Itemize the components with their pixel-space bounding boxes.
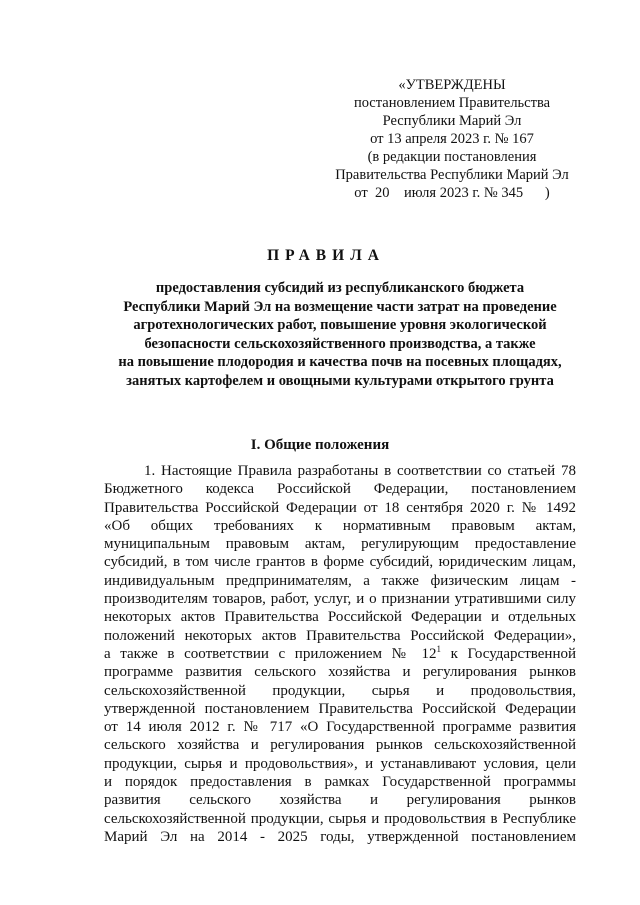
paragraph-line: положений некоторых актов Правительства Российской Федерации», [104,627,576,644]
approval-line: Республики Марий Эл [382,113,522,129]
paragraph-line: индивидуальным предпринимателям, а также физическим лицам - [104,572,576,589]
paragraph-line: субсидий, в том числе грантов в форме субсидий, юридическим лицам, [104,554,576,571]
paragraph-line: сельского хозяйства и регулирования рынков сельскохозяйственной [104,737,576,754]
approval-line: «УТВЕРЖДЕНЫ [398,77,506,93]
approval-stamp [322,76,582,202]
approval-line: Правительства Республики Марий Эл [335,167,569,183]
paragraph-line: утвержденной постановлением Правительства Российской Федерации [104,700,576,717]
paragraph-line: сельскохозяйственной продукции, сырья и продовольствия, [104,682,576,699]
section-heading: I. Общие положения [250,437,390,453]
paragraph-1 [104,462,576,846]
paragraph-line: «Об общих требованиях к нормативным правовым актам, [104,517,576,534]
paragraph-line-start: а также в соответствии с приложением № 12 [104,645,437,662]
paragraph-line: некоторых актов Правительства Российской Федерации и отдельных [104,609,576,626]
footnote-marker: 1 [436,643,441,654]
paragraph-line: Марий Эл на 2014 - 2025 годы, утвержденной постановлением [104,828,576,845]
subtitle-line: Республики Марий Эл на возмещение части затрат на проведение [123,298,557,315]
paragraph-line: продукции, сырья и продовольствия», и устанавливают условия, цели [104,755,576,772]
document-title: ПРАВИЛА [267,247,385,264]
approval-line: от 20 июля 2023 г. № 345 ) [354,185,550,201]
subtitle-line: занятых картофелем и овощными культурами открытого грунта [126,372,554,389]
approval-line: (в редакции постановления [367,149,537,165]
approval-line: от 13 апреля 2023 г. № 167 [370,131,534,147]
paragraph-line: сельскохозяйственной продукции, сырья и продовольствия в Республике [104,810,576,827]
subtitle-line: агротехнологических работ, повышение уровня экологической [133,317,547,333]
paragraph-line: Правительства Российской Федерации от 18 сентября 2020 г. № 1492 [104,499,576,516]
document-subtitle [100,279,580,390]
paragraph-line: программе развития сельского хозяйства и регулирования рынков [104,664,576,681]
paragraph-line-with-footnote [104,645,576,663]
paragraph-line: Бюджетного кодекса Российской Федерации, постановлением [104,481,576,498]
paragraph-line: производителям товаров, работ, услуг, и о признании утратившими силу [104,591,576,608]
paragraph-line: муниципальным правовым актам, регулирующим предоставление [104,536,576,553]
paragraph-line-end: к Государственной [440,645,576,662]
paragraph-line: 1. Настоящие Правила разработаны в соответствии со статьей 78 [144,463,576,479]
subtitle-line: предоставления субсидий из республиканского бюджета [155,280,525,296]
paragraph-line: развития сельского хозяйства и регулирования рынков [104,792,576,809]
paragraph-line: и порядок предоставления в рамках Государственной программы [104,774,576,791]
paragraph-line: от 14 июля 2012 г. № 717 «О Государственной программе развития [104,719,576,736]
subtitle-line: безопасности сельскохозяйственного производства, а также [144,335,536,352]
approval-line: постановлением Правительства [353,95,551,111]
subtitle-line: на повышение плодородия и качества почв на посевных площадях, [118,354,562,370]
